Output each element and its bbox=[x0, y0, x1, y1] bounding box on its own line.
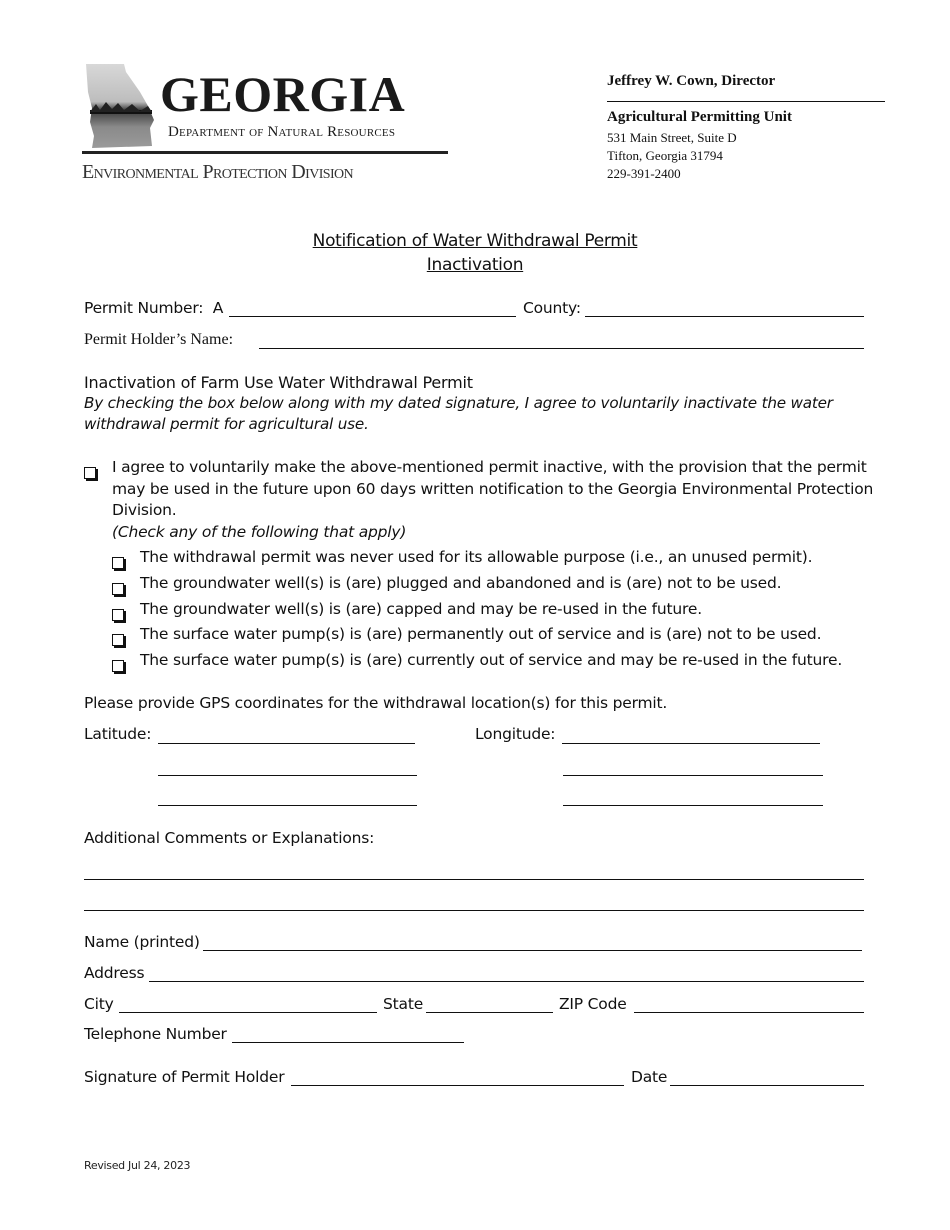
form-title-line-1: Notification of Water Withdrawal Permit bbox=[312, 231, 638, 251]
name-printed-field[interactable] bbox=[203, 950, 862, 951]
comments-line-1[interactable] bbox=[84, 879, 864, 880]
director-name: Jeffrey W. Cown, Director bbox=[607, 73, 776, 89]
unit-name: Agricultural Permitting Unit bbox=[607, 109, 792, 125]
option-label-1: The withdrawal permit was never used for its allowable purpose (i.e., an unused permit). bbox=[140, 548, 813, 566]
option-checkbox-1[interactable] bbox=[112, 557, 124, 569]
option-label-4: The surface water pump(s) is (are) permanently out of service and is (are) not to be used. bbox=[140, 625, 822, 643]
longitude-field-3[interactable] bbox=[563, 805, 823, 806]
zip-field[interactable] bbox=[634, 1012, 864, 1013]
city-field[interactable] bbox=[119, 1012, 377, 1013]
latitude-field-3[interactable] bbox=[158, 805, 417, 806]
name-printed-label: Name (printed) bbox=[84, 933, 200, 951]
agree-text-line-1: I agree to voluntarily make the above-mentioned permit inactive, with the provision that the permit bbox=[112, 458, 867, 476]
address-field[interactable] bbox=[149, 981, 864, 982]
option-label-3: The groundwater well(s) is (are) capped and may be re-used in the future. bbox=[140, 600, 702, 618]
city-label: City bbox=[84, 995, 114, 1013]
agree-text-line-2: may be used in the future upon 60 days written notification to the Georgia Environmental Protection bbox=[112, 480, 874, 498]
comments-line-2[interactable] bbox=[84, 910, 864, 911]
header-rule bbox=[607, 101, 885, 102]
state-label: State bbox=[383, 995, 424, 1013]
date-label: Date bbox=[631, 1068, 668, 1086]
telephone-field[interactable] bbox=[232, 1042, 464, 1043]
logo-division: Environmental Protection Division bbox=[82, 161, 354, 183]
holder-name-field[interactable] bbox=[259, 348, 864, 349]
gps-prompt: Please provide GPS coordinates for the withdrawal location(s) for this permit. bbox=[84, 694, 668, 712]
zip-label: ZIP Code bbox=[559, 995, 627, 1013]
section-intro-line-1: By checking the box below along with my dated signature, I agree to voluntarily inactivate the water bbox=[84, 394, 833, 412]
option-label-5: The surface water pump(s) is (are) currently out of service and may be re-used in the future. bbox=[140, 651, 843, 669]
latitude-field-1[interactable] bbox=[158, 743, 415, 744]
latitude-label: Latitude: bbox=[84, 725, 152, 743]
permit-number-prefix: A bbox=[212, 299, 224, 317]
date-field[interactable] bbox=[670, 1085, 864, 1086]
permit-number-label: Permit Number: bbox=[84, 299, 204, 317]
option-label-2: The groundwater well(s) is (are) plugged and abandoned and is (are) not to be used. bbox=[140, 574, 782, 592]
unit-phone: 229-391-2400 bbox=[607, 166, 681, 181]
longitude-label: Longitude: bbox=[475, 725, 556, 743]
revised-date: Revised Jul 24, 2023 bbox=[84, 1159, 191, 1172]
latitude-field-2[interactable] bbox=[158, 775, 417, 776]
form-title-line-2: Inactivation bbox=[426, 255, 524, 275]
unit-address-2: Tifton, Georgia 31794 bbox=[607, 148, 723, 163]
section-heading: Inactivation of Farm Use Water Withdrawal Permit bbox=[84, 373, 473, 392]
option-checkbox-5[interactable] bbox=[112, 660, 124, 672]
agree-text-line-3: Division. bbox=[112, 501, 177, 519]
option-checkbox-3[interactable] bbox=[112, 609, 124, 621]
unit-address-1: 531 Main Street, Suite D bbox=[607, 130, 737, 145]
permit-number-field[interactable] bbox=[229, 316, 516, 317]
state-field[interactable] bbox=[426, 1012, 553, 1013]
longitude-field-1[interactable] bbox=[562, 743, 820, 744]
apply-note: (Check any of the following that apply) bbox=[112, 523, 407, 541]
holder-name-label: Permit Holder’s Name: bbox=[84, 331, 234, 348]
address-label: Address bbox=[84, 964, 145, 982]
comments-label: Additional Comments or Explanations: bbox=[84, 829, 375, 847]
section-intro-line-2: withdrawal permit for agricultural use. bbox=[84, 415, 369, 433]
agree-checkbox[interactable] bbox=[84, 467, 96, 479]
logo-department: Department of Natural Resources bbox=[168, 124, 396, 140]
logo-rule bbox=[82, 151, 448, 154]
permit-number-row bbox=[84, 299, 223, 317]
option-checkbox-2[interactable] bbox=[112, 583, 124, 595]
telephone-label: Telephone Number bbox=[84, 1025, 227, 1043]
signature-field[interactable] bbox=[291, 1085, 624, 1086]
option-checkbox-4[interactable] bbox=[112, 634, 124, 646]
epd-logo bbox=[82, 60, 452, 190]
county-label: County: bbox=[523, 299, 581, 317]
signature-label: Signature of Permit Holder bbox=[84, 1068, 285, 1086]
form-title bbox=[0, 229, 950, 277]
georgia-map-icon bbox=[84, 62, 164, 152]
longitude-field-2[interactable] bbox=[563, 775, 823, 776]
logo-state: GEORGIA bbox=[160, 66, 406, 122]
county-field[interactable] bbox=[585, 316, 864, 317]
